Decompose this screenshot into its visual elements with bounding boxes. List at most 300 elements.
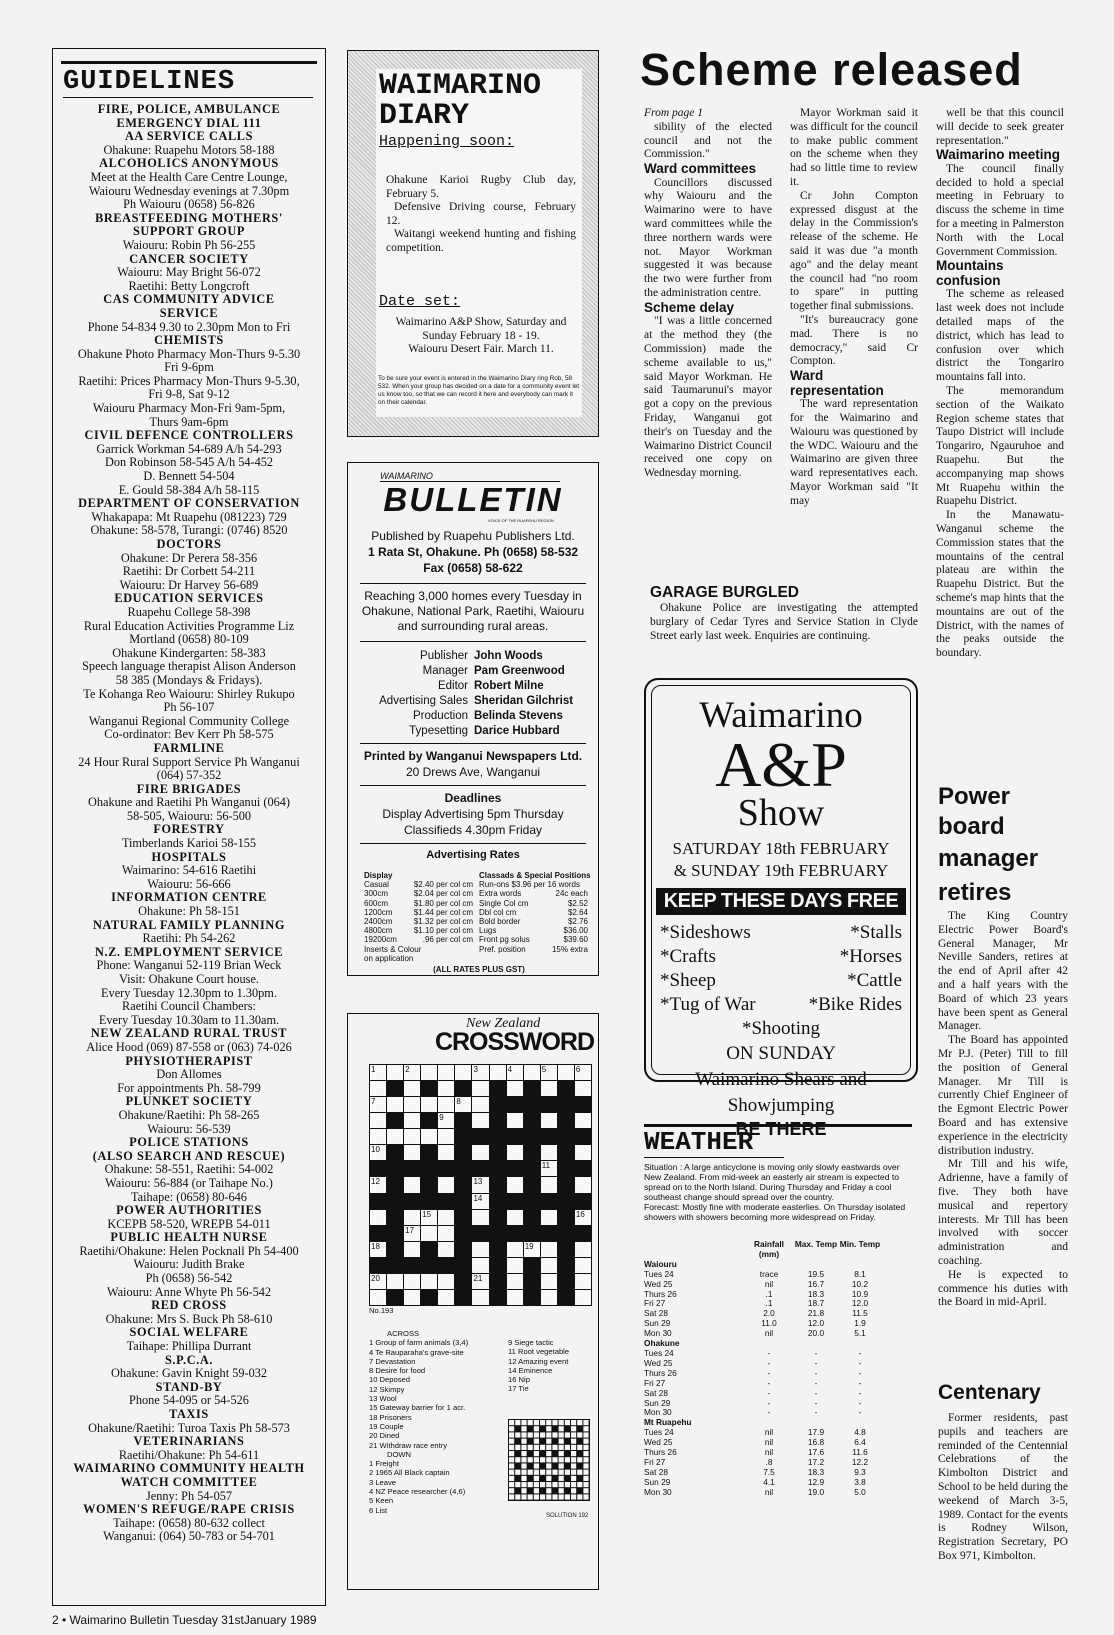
down-clue: 6 List [369,1505,388,1515]
crossword-cell [541,1081,557,1096]
solution-cell [515,1482,520,1487]
rate-value: $2.76 [567,917,588,927]
bulletin-deadline-display: Display Advertising 5pm Thursday [382,807,564,821]
rate-row [364,935,479,944]
solution-cell [577,1432,582,1437]
solution-cell [521,1426,526,1431]
weather-header-row [644,1240,912,1260]
article-col1-body [644,121,772,481]
crossword-black-cell [575,1097,591,1112]
crossword-cell [575,1145,591,1160]
down-clue: 3 Leave [369,1477,397,1487]
rates-class-heading: Classads & Special Positions [479,871,591,880]
crossword-cell [370,1145,386,1160]
crossword-black-cell [421,1194,437,1209]
guideline-heading: POWER AUTHORITIES [116,1204,262,1218]
show-jumping: Showjumping [727,1095,835,1116]
solution-cell [559,1439,564,1444]
crossword-black-cell [387,1210,403,1225]
guideline-heading: AA SERVICE CALLS [124,130,254,144]
crossword-clue-number: 13 [473,1177,483,1187]
guideline-heading: EMERGENCY DIAL 111 [116,116,262,130]
crossword-cell [421,1129,437,1144]
weather-cell: 12.9 [807,1476,825,1487]
guideline-entry: Ph Waiouru (0658) 56-826 [123,198,255,212]
crossword-cell [438,1226,454,1241]
crossword-title: CROSSWORD [434,1028,594,1056]
crossword-cell [524,1242,540,1257]
show-banner: KEEP THESE DAYS FREE [656,888,906,915]
crossword-cell [472,1242,488,1257]
power-headline-4: retires [938,879,1012,906]
crossword-black-cell [541,1097,557,1112]
guideline-entry: Phone: Wanganui 52-119 Brian Weck [96,959,282,973]
guideline-heading: S.P.C.A. [164,1353,214,1367]
rate-row [364,954,479,963]
crossword-black-cell [490,1097,506,1112]
guideline-heading: EDUCATION SERVICES [114,592,264,606]
rate-value: 24c each [555,889,588,899]
crossword-cell [404,1129,420,1144]
guideline-entry: Waiouru: Robin Ph 56-255 [122,238,256,252]
crossword-cell [421,1097,437,1112]
crossword-cell [541,1290,557,1305]
weather-cell: 12.0 [851,1298,869,1309]
crossword-black-cell [472,1129,488,1144]
crossword-black-cell [558,1081,574,1096]
weather-cell: - [858,1397,862,1408]
diary-title-line1: WAIMARINO [379,69,542,103]
weather-cell: 4.1 [763,1476,775,1487]
crossword-black-cell [438,1194,454,1209]
solution-cell [546,1457,551,1462]
crossword-cell [507,1274,523,1289]
show-item: *Stalls [850,922,902,943]
solution-cell [509,1494,514,1499]
weather-panel [644,1124,914,1604]
guideline-heading: POLICE STATIONS [129,1136,249,1150]
crossword-black-cell [455,1081,471,1096]
crossword-cell [404,1226,420,1241]
solution-cell [509,1470,514,1475]
weather-title: WEATHER [644,1127,784,1158]
crossword-cell [507,1065,523,1080]
solution-cell [583,1476,588,1481]
rate-row [479,935,594,944]
crossword-cell [575,1290,591,1305]
weather-cell: 17.2 [807,1456,825,1467]
solution-cell [528,1494,533,1499]
weather-cell: 2.0 [763,1308,775,1319]
guideline-entry: Taihape: (0658) 80-632 collect [113,1516,265,1530]
crossword-black-cell [387,1145,403,1160]
solution-cell [552,1494,557,1499]
solution-cell [583,1432,588,1437]
weather-cell: Sun 29 [644,1476,671,1487]
show-title-1: Waimarino [699,695,863,736]
crossword-black-cell [541,1194,557,1209]
solution-cell [565,1457,570,1462]
article-subheading: Waimarino meeting [936,147,1061,163]
solution-cell [534,1451,539,1456]
weather-row [644,1280,912,1290]
crossword-black-cell [558,1113,574,1128]
weather-cell: - [814,1367,818,1378]
guideline-entry: Raetihi/Ohakune: Ph 54-611 [118,1448,260,1462]
weather-cell: - [767,1357,771,1368]
guideline-heading: SOCIAL WELFARE [129,1326,249,1340]
across-clue: 8 Desire for food [369,1366,426,1376]
weather-cell: 19.0 [807,1486,825,1497]
weather-cell: 6.4 [854,1437,866,1448]
weather-cell: - [858,1347,862,1358]
article-paragraph: Mayor Workman said it was difficult for the council to make public comment on the scheme when they had so little time to review it. [790,107,918,188]
guideline-entry: 24 Hour Rural Support Service Ph Wanganui [78,755,300,769]
crossword-cell [404,1177,420,1192]
weather-cell: - [858,1387,862,1398]
weather-cell: 20.0 [807,1328,825,1339]
diary-set-item: Waimarino A&P Show, Saturday and Sunday February 18 - 19. [395,316,567,342]
weather-cell: 7.5 [763,1466,775,1477]
diary-set-heading: Date set: [379,293,461,310]
show-item: *Sheep [660,970,716,991]
show-item-row [652,993,910,1017]
page-footer: 2 • Waimarino Bulletin Tuesday 31stJanuary 1989 [52,1613,317,1627]
power-headline-2: board [938,813,1005,840]
crossword-cell [575,1274,591,1289]
guideline-entry: Waiouru Wednesday evenings at 7.30pm [88,184,290,198]
bulletin-fax: Fax (0658) 58-622 [423,561,523,575]
crossword-cell [575,1210,591,1225]
across-clue: 14 Eminence [508,1365,553,1375]
weather-row [644,1389,912,1399]
crossword-black-cell [558,1274,574,1289]
crossword-black-cell [507,1097,523,1112]
crossword-black-cell [524,1210,540,1225]
guideline-heading: DOCTORS [156,538,222,551]
bulletin-printer: Printed by Wanganui Newspapers Ltd. [363,749,583,763]
weather-cell: Tues 24 [644,1427,674,1438]
rate-value: $1.80 per col cm [413,898,473,908]
solution-cell [521,1482,526,1487]
rate-label: Lugs [479,926,497,936]
solution-cell [565,1482,570,1487]
weather-cell: .1 [765,1298,773,1309]
solution-cell [540,1457,545,1462]
weather-cell: Sat 28 [644,1308,668,1319]
weather-cell: Wed 25 [644,1278,673,1289]
weather-row [644,1299,912,1309]
bulletin-reach: Reaching 3,000 homes every Tuesday in Ohakune, National Park, Raetihi, Waiouru and surrounding rural areas. [361,589,585,633]
guideline-entry: Wanganui: (064) 50-783 or 54-701 [103,1530,275,1544]
crossword-cell [541,1242,557,1257]
guideline-heading: NEW ZEALAND RURAL TRUST [90,1027,288,1041]
power-headline-3: manager [938,845,1039,872]
power-paragraph: He is expected to commence his duties with the Board in mid-April. [938,1268,1068,1309]
solution-cell [577,1457,582,1462]
crossword-cell [404,1065,420,1080]
guideline-entry: Ohakune: 58-578, Turangi: (0746) 8520 [90,524,288,538]
rate-row [479,889,594,898]
guideline-entry: Raetihi Council Chambers: [122,1000,256,1014]
weather-cell: - [767,1347,771,1358]
solution-cell [571,1463,576,1468]
article-paragraph: "I was a little concerned at the method they (the Commission) made the scheme available to us," said Mayor Workman. He said Taumarunui's mayor got a copy on the previous Friday, Wanganui got their's on Tuesday and the Waimarino District Council received one copy on Wednesday morning. [644,315,772,480]
show-be-there: BE THERE [735,1119,827,1139]
crossword-clue-number: 3 [473,1065,478,1074]
across-heading: ACROSS [387,1329,420,1338]
solution-cell [546,1488,551,1493]
crossword-cell [575,1113,591,1128]
across-clue: 20 Dined [369,1431,400,1441]
guideline-heading: ALCOHOLICS ANONYMOUS [99,157,279,171]
crossword-cell [438,1097,454,1112]
weather-cell: Thurs 26 [644,1288,677,1299]
crossword-panel [347,1013,599,1590]
crossword-black-cell [524,1161,540,1176]
solution-cell [583,1470,588,1475]
guideline-entry: Waiouru: 56-666 [147,877,231,891]
rate-value: $1.44 per col cm [413,907,473,917]
weather-cell: Mon 30 [644,1486,672,1497]
solution-cell [521,1457,526,1462]
guideline-entry: Visit: Ohakune Court house. [119,973,259,986]
bulletin-address: 1 Rata St, Ohakune. Ph (0658) 58-532 [367,545,579,559]
crossword-cell [438,1145,454,1160]
guideline-entry: Waiouru: Anne Whyte Ph 56-542 [106,1285,272,1299]
across-clue: 19 Couple [369,1421,404,1431]
solution-cell [534,1463,539,1468]
centenary-body: Former residents, past pupils and teachers are reminded of the Centennial Celebrations of the Kimbolton District and School to be held during the weekend of March 3-5, 1989. Contact for the events is Rodney Wilson, Registration Secretary, PO Box 971, Kimbolton. [938,1412,1068,1562]
weather-row [644,1478,912,1488]
bulletin-deadlines-title: Deadlines [444,791,502,805]
solution-cell [571,1451,576,1456]
crossword-grid [369,1064,592,1306]
solution-cell [528,1432,533,1437]
crossword-black-cell [455,1129,471,1144]
solution-cell [515,1494,520,1499]
show-item: *Bike Rides [808,994,902,1015]
weather-cell: Sat 28 [644,1466,668,1477]
crossword-cell [387,1274,403,1289]
weather-cell: Sat 28 [644,1387,668,1398]
crossword-black-cell [490,1226,506,1241]
guidelines-title: GUIDELINES [63,67,313,98]
centenary-title: Centenary [938,1381,1041,1404]
bulletin-deadline-classifieds: Classifieds 4.30pm Friday [403,823,543,837]
guideline-heading: RED CROSS [151,1299,227,1313]
solution-cell [583,1420,588,1425]
article-column-2 [790,107,918,509]
guideline-entry: Raetihi: Betty Longcroft [128,279,250,293]
guideline-heading: DEPARTMENT OF CONSERVATION [78,497,300,511]
guideline-entry: Ohakune: Ph 58-151 [138,905,240,919]
crossword-black-cell [524,1274,540,1289]
down-clue: 2 1965 All Black captain [369,1468,450,1478]
crossword-cell [541,1274,557,1289]
crossword-cell [438,1274,454,1289]
garage-headline: GARAGE BURGLED [650,584,799,601]
solution-cell [571,1494,576,1499]
rate-value: $2.52 [567,898,588,908]
solution-cell [521,1445,526,1450]
crossword-cell [472,1194,488,1209]
solution-cell [583,1439,588,1444]
guideline-heading: CAS COMMUNITY ADVICE [103,293,275,307]
rate-label: on application [364,953,414,963]
guideline-entry: Speech language therapist Alison Anderson [82,660,296,674]
diary-soon-item: Ohakune Karioi Rugby Club day, February 5. [386,174,576,200]
rate-label: Extra words [479,889,522,899]
crossword-black-cell [490,1177,506,1192]
solution-cell [559,1420,564,1425]
crossword-cell [370,1242,386,1257]
article-column-1 [644,107,772,481]
weather-location-row [644,1418,912,1428]
bulletin-rates-title: Advertising Rates [426,849,520,861]
guideline-heading: WOMEN'S REFUGE/RAPE CRISIS [83,1503,295,1517]
weather-row [644,1290,912,1300]
guidelines-rule [61,61,317,64]
show-item: *Crafts [660,946,716,967]
crossword-black-cell [472,1161,488,1176]
guideline-entry: Jenny: Ph 54-057 [145,1489,233,1503]
guideline-entry: Waiouru: 56-884 (or Taihape No.) [105,1176,273,1190]
crossword-black-cell [524,1177,540,1192]
crossword-cell [472,1097,488,1112]
show-attractions [652,921,910,1017]
bulletin-small-title: WAIMARINO [380,471,560,482]
solution-cell [534,1488,539,1493]
crossword-black-cell [421,1290,437,1305]
article-subheading: Scheme delay [644,299,735,315]
crossword-cell [404,1145,420,1160]
across-clue: 13 Wool [369,1394,397,1404]
guideline-entry: Ohakune/Raetihi: Ph 58-265 [118,1108,260,1122]
crossword-solution-grid [508,1419,590,1509]
solution-cell [515,1432,520,1437]
solution-cell [534,1445,539,1450]
crossword-cell [541,1177,557,1192]
crossword-cell [421,1065,437,1080]
power-paragraph: Mr Till and his wife, Adrienne, have a family of five. They both have musical and repertory interests. Mr Till has been involved with soccer administration and coaching. [938,1158,1068,1267]
crossword-black-cell [370,1161,386,1176]
guideline-heading: FIRE, POLICE, AMBULANCE [97,103,281,116]
crossword-cell [404,1242,420,1257]
guideline-heading: SERVICE [159,306,219,320]
solution-cell [583,1451,588,1456]
crossword-cell [558,1065,574,1080]
guideline-heading: BREASTFEEDING MOTHERS' [95,211,283,225]
guideline-heading: PUBLIC HEALTH NURSE [110,1231,268,1245]
solution-cell [577,1470,582,1475]
crossword-cell [507,1113,523,1128]
crossword-cell [404,1290,420,1305]
solution-cell [565,1420,570,1425]
across-clue: 17 Tie [508,1384,529,1394]
rates-gst: (ALL RATES PLUS GST) [433,965,525,975]
guideline-heading: CIVIL DEFENCE CONTROLLERS [84,429,294,443]
crossword-clue-number: 8 [456,1097,461,1107]
crossword-cell [421,1210,437,1225]
guideline-entry: Raetihi: Dr Corbett 54-211 [122,565,256,579]
crossword-cell [421,1226,437,1241]
weather-cell: nil [764,1427,774,1438]
show-date-2: & SUNDAY 19th FEBRUARY [673,861,889,880]
bulletin-masthead-box [347,462,599,976]
guideline-heading: WATCH COMMITTEE [120,1475,258,1489]
solution-cell [571,1432,576,1437]
solution-cell [509,1457,514,1462]
crossword-clue-number: 5 [541,1065,547,1074]
guideline-entry: Ohakune/Raetihi: Turoa Taxis Ph 58-573 [88,1421,290,1435]
crossword-cell [472,1258,488,1273]
weather-row [644,1458,912,1468]
crossword-black-cell [421,1113,437,1128]
crossword-cell [438,1129,454,1144]
across-clue: 12 Amazing event [508,1356,569,1366]
solution-cell [546,1470,551,1475]
guideline-entry: Phone 54-834 9.30 to 2.30pm Mon to Fri [87,320,291,334]
crossword-cell [472,1065,488,1080]
weather-row [644,1379,912,1389]
weather-cell: - [858,1367,862,1378]
guideline-entry: Ohakune and Raetihi Ph Wanganui (064) [88,796,290,810]
weather-cell: nil [764,1447,774,1458]
crossword-black-cell [387,1177,403,1192]
crossword-cell [541,1210,557,1225]
weather-row [644,1428,912,1438]
guideline-entry: Meet at the Health Care Centre Lounge, [90,170,288,184]
across-clue: 16 Nip [508,1375,530,1385]
guideline-entry: Ph 56-107 [163,701,215,715]
rate-value: $39.60 [563,935,588,945]
guideline-entry: Raetihi/Ohakune: Helen Pocknall Ph 54-400 [79,1244,299,1258]
crossword-cell [455,1065,471,1080]
crossword-black-cell [370,1194,386,1209]
weather-cell: Mon 30 [644,1407,672,1418]
rate-value: .96 per col cm [422,935,473,945]
show-title-3: Show [737,792,825,834]
article-paragraph: sibility of the elected council and not the Commission." [644,120,772,161]
weather-cell: 16.8 [807,1437,825,1448]
weather-cell: Fri 27 [644,1456,666,1467]
weather-cell: - [767,1387,771,1398]
solution-cell [509,1463,514,1468]
crossword-cell [404,1113,420,1128]
solution-cell [534,1482,539,1487]
crossword-black-cell [387,1226,403,1241]
guidelines-list [57,103,321,1544]
weather-cell: 18.7 [807,1298,825,1309]
weather-row [644,1329,912,1339]
crossword-black-cell [558,1161,574,1176]
rates-display-heading: Display [364,871,393,880]
crossword-black-cell [524,1097,540,1112]
weather-cell: 12.0 [807,1318,825,1329]
advertising-rates [364,871,594,974]
crossword-black-cell [455,1290,471,1305]
guideline-entry: KCEPB 58-520, WREPB 54-011 [107,1217,271,1231]
across-clue: 4 Te Rauparaha's grave-site [369,1347,464,1357]
solution-cell [559,1457,564,1462]
guideline-entry: Taihape: (0658) 80-646 [131,1190,247,1204]
solution-cell [571,1476,576,1481]
weather-row [644,1359,912,1369]
crossword-black-cell [387,1113,403,1128]
guideline-entry: Wanganui Regional Community College [88,714,290,728]
solution-cell [509,1488,514,1493]
